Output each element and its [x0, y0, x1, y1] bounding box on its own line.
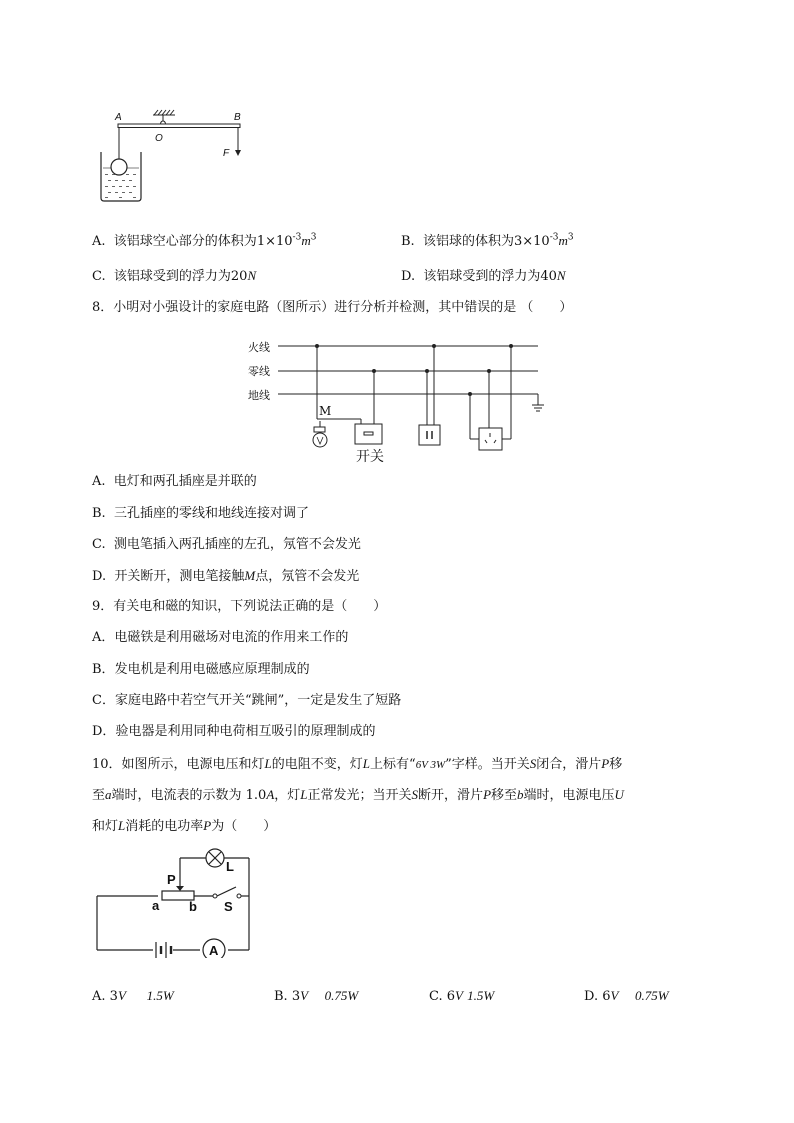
- q9-option-a: [92, 630, 348, 646]
- option-voltage: 6: [446, 989, 456, 1004]
- option-voltage: 6: [602, 989, 611, 1004]
- option-power: 1.5W: [467, 988, 495, 1003]
- option-letter: B.: [274, 989, 288, 1004]
- stem-var-s: S: [411, 787, 419, 802]
- end-b-label: b: [189, 899, 197, 914]
- option-text: 发电机是利用电磁感应原理制成的: [114, 662, 310, 677]
- stem-text: 上标有“: [370, 757, 416, 772]
- option-letter: D.: [584, 989, 599, 1004]
- stem-var-p: P: [483, 787, 492, 802]
- option-letter: A.: [92, 989, 106, 1004]
- option-unit: V: [610, 988, 619, 1003]
- option-text: 该铝球受到的浮力为: [113, 269, 231, 284]
- stem-var-s: S: [529, 756, 537, 771]
- stem-text: ，灯: [274, 788, 301, 803]
- option-letter: B．: [92, 662, 115, 677]
- stem-var-l: L: [362, 756, 371, 771]
- option-value: 40: [540, 269, 557, 284]
- q8-stem: 8．小明对小强设计的家庭电路（图所示）进行分析并检测，其中错误的是 （ ）: [92, 300, 573, 315]
- option-text: 验电器是利用同种电荷相互吸引的原理制成的: [115, 724, 376, 739]
- stem-text: 和灯: [92, 819, 119, 834]
- option-text-2: 点，氖管不会发光: [255, 569, 360, 584]
- q9-stem: 9．有关电和磁的知识，下列说法正确的是（ ）: [92, 599, 387, 614]
- lamp-l-label: L: [226, 859, 234, 874]
- stem-text: ”字样。当开关: [445, 757, 530, 772]
- option-voltage: 3: [109, 989, 118, 1004]
- stem-var-l: L: [264, 756, 272, 771]
- option-letter: A．: [92, 630, 115, 645]
- switch-label: 开关: [356, 449, 384, 465]
- option-letter: C.: [429, 989, 443, 1004]
- q7-option-a: [92, 233, 316, 250]
- household-circuit-figure: [240, 333, 550, 468]
- option-value: 20: [230, 269, 248, 284]
- option-letter: A.: [92, 234, 106, 249]
- option-letter: C.: [92, 537, 106, 552]
- stem-text: 正常发光；当开关: [307, 788, 412, 803]
- q9-option-b: [92, 662, 310, 678]
- option-unit-exp: 3: [567, 232, 574, 243]
- switch-s-label: S: [224, 899, 233, 914]
- stem-text: 消耗的电功率: [125, 819, 204, 834]
- option-unit-exp: 3: [310, 232, 317, 243]
- option-unit: N: [556, 268, 566, 283]
- stem-text: 的电阻不变，灯: [271, 757, 363, 772]
- neutral-wire-label: 零线: [248, 365, 270, 378]
- stem-text: 为（ ）: [211, 819, 277, 834]
- option-letter: B.: [401, 234, 415, 249]
- aluminum-ball: [111, 159, 127, 175]
- stem-text: 10．如图所示，电源电压和灯: [92, 757, 265, 772]
- stem-var-u: U: [614, 787, 624, 802]
- option-text: 开关断开，测电笔接触: [114, 569, 245, 584]
- q10-stem-line-1: [92, 756, 622, 773]
- label-o: O: [155, 133, 163, 144]
- stem-text: 至: [92, 788, 106, 803]
- option-unit: m: [301, 233, 311, 248]
- ground-wire-label: 地线: [248, 389, 270, 402]
- option-power: 0.75W: [635, 988, 669, 1003]
- option-text: 电灯和两孔插座是并联的: [113, 474, 257, 489]
- option-unit: V: [455, 988, 463, 1003]
- option-unit: m: [558, 233, 568, 248]
- option-unit: V: [117, 988, 126, 1003]
- option-letter: D.: [401, 269, 416, 284]
- q9-option-d: [92, 724, 375, 740]
- option-text: 该铝球受到的浮力为: [423, 269, 541, 284]
- q8-option-c: [92, 537, 361, 553]
- label-a: A: [115, 112, 122, 123]
- option-letter: C．: [92, 693, 115, 708]
- lever-bar: [118, 124, 240, 128]
- q9-option-c: [92, 693, 401, 709]
- option-voltage: 3: [291, 989, 301, 1004]
- q10-option-d: [584, 988, 669, 1005]
- option-letter: A.: [92, 474, 106, 489]
- q7-option-c: [92, 268, 256, 285]
- option-value: 1×10: [256, 234, 293, 249]
- option-power: 0.75W: [324, 988, 359, 1003]
- q10-option-b: [274, 988, 358, 1005]
- stem-text: 端时，电源电压: [523, 788, 615, 803]
- stem-text: 移: [609, 757, 623, 772]
- stem-text: 断开，滑片: [418, 788, 484, 803]
- label-b: B: [234, 112, 241, 123]
- option-var: M: [244, 568, 256, 583]
- option-unit: V: [300, 988, 309, 1003]
- ammeter-label: A: [209, 943, 219, 958]
- option-letter: D．: [92, 724, 116, 739]
- option-text: 家庭电路中若空气开关“跳闸”，一定是发生了短路: [114, 693, 402, 708]
- option-letter: D.: [92, 569, 107, 584]
- q10-option-a: [92, 988, 174, 1005]
- option-letter: B.: [92, 506, 106, 521]
- stem-var-l: L: [118, 818, 126, 833]
- stem-var-a: a: [105, 787, 112, 802]
- stem-var-b: b: [517, 787, 524, 802]
- option-unit: N: [247, 268, 257, 283]
- point-m-label: M: [319, 404, 332, 418]
- stem-rating: 6V 3W: [415, 759, 446, 771]
- stem-unit: A: [266, 787, 275, 802]
- q10-stem-line-2: [92, 787, 624, 804]
- q7-option-b: [401, 233, 574, 250]
- option-letter: C.: [92, 269, 106, 284]
- stem-text: 移至: [491, 788, 518, 803]
- option-text: 测电笔插入两孔插座的左孔，氖管不会发光: [113, 537, 361, 552]
- option-text: 该铝球的体积为: [422, 234, 514, 249]
- label-f: F: [223, 148, 230, 159]
- stem-var-l: L: [300, 787, 308, 802]
- stem-text: 端时，电流表的示数为 1.0: [111, 788, 267, 803]
- q7-option-d: [401, 268, 566, 285]
- stem-text: 闭合，滑片: [536, 757, 602, 772]
- option-value: 3×10: [513, 234, 550, 249]
- q8-option-a: [92, 474, 257, 490]
- slider-p-label: P: [167, 872, 176, 887]
- option-exp: -3: [549, 232, 559, 243]
- option-text: 电磁铁是利用磁场对电流的作用来工作的: [114, 630, 349, 645]
- option-text: 三孔插座的零线和地线连接对调了: [113, 506, 309, 521]
- q10-stem-line-3: [92, 818, 276, 835]
- option-power: 1.5W: [146, 988, 174, 1003]
- option-text: 该铝球空心部分的体积为: [113, 234, 257, 249]
- q8-option-b: [92, 506, 309, 522]
- option-exp: -3: [292, 232, 302, 243]
- stem-var-p: P: [601, 756, 610, 771]
- q10-option-c: [429, 988, 494, 1005]
- live-wire-label: 火线: [248, 341, 270, 354]
- q8-option-d: [92, 568, 359, 585]
- end-a-label: a: [152, 898, 160, 913]
- stem-var-p: P: [203, 818, 212, 833]
